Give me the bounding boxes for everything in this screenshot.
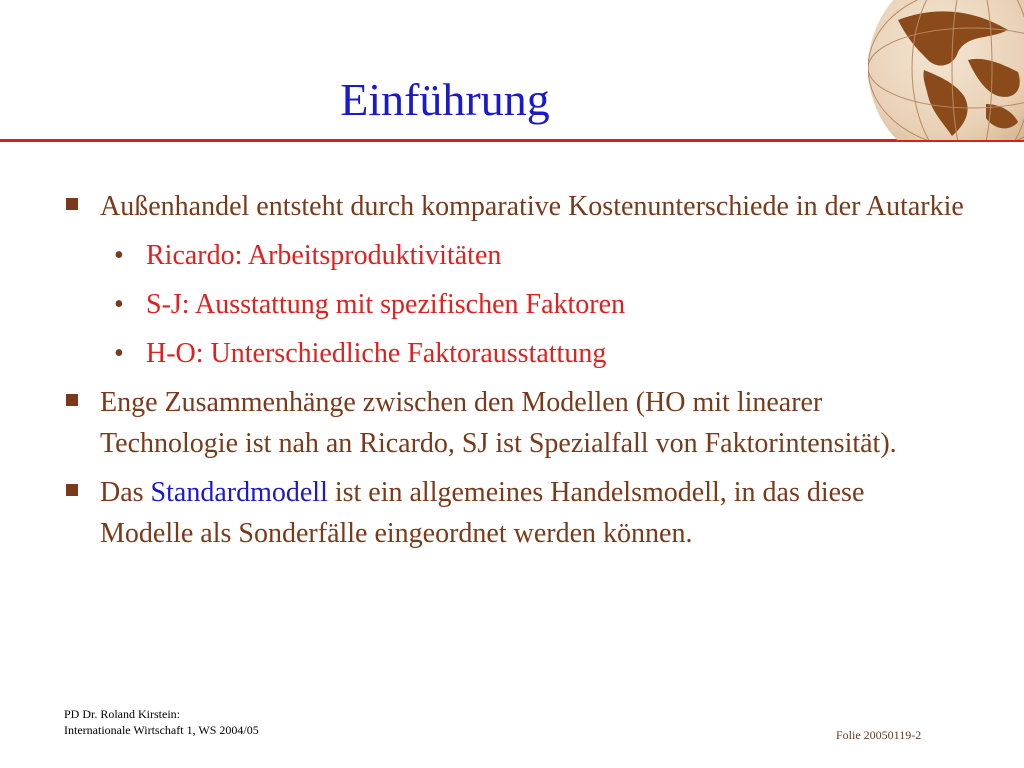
bullet-item	[64, 382, 964, 464]
sub-bullet-text: H-O: Unterschiedliche Faktorausstattung	[146, 338, 607, 369]
bullet-item	[64, 186, 964, 227]
bullet-text-post: ist ein allgemeines Handelsmodell, in das diese Modelle als Sonderfälle eingeordnet werden können.	[100, 477, 865, 549]
bullet-text: Außenhandel entsteht durch komparative Kostenunterschiede in der Autarkie	[100, 191, 964, 222]
author-line: PD Dr. Roland Kirstein:	[64, 707, 180, 721]
square-bullet-icon	[66, 198, 78, 210]
dot-bullet-icon: •	[114, 338, 124, 369]
highlighted-term: Standardmodell	[150, 477, 328, 508]
bullet-text-pre: Das	[100, 477, 151, 508]
slide-title: Einführung	[340, 74, 550, 125]
globe-icon	[868, 0, 1024, 140]
slide-content	[64, 186, 964, 562]
sub-bullet-text: Ricardo: Arbeitsproduktivitäten	[146, 240, 502, 271]
footer-author	[64, 706, 259, 738]
sub-bullet-item	[64, 284, 964, 325]
sub-bullet-item	[64, 333, 964, 374]
sub-bullet-text: S-J: Ausstattung mit spezifischen Faktoren	[146, 289, 626, 320]
sub-bullet-item	[64, 235, 964, 276]
dot-bullet-icon: •	[114, 240, 124, 271]
square-bullet-icon	[66, 484, 78, 496]
slide-number: Folie 20050119-2	[836, 728, 922, 742]
bullet-text: Enge Zusammenhänge zwischen den Modellen (HO mit linearer Technologie ist nah an Ricardo, SJ ist Spezialfall von Faktorintensität).	[100, 387, 897, 459]
course-line: Internationale Wirtschaft 1, WS 2004/05	[64, 723, 259, 737]
square-bullet-icon	[66, 394, 78, 406]
dot-bullet-icon: •	[114, 289, 124, 320]
bullet-item	[64, 472, 964, 554]
